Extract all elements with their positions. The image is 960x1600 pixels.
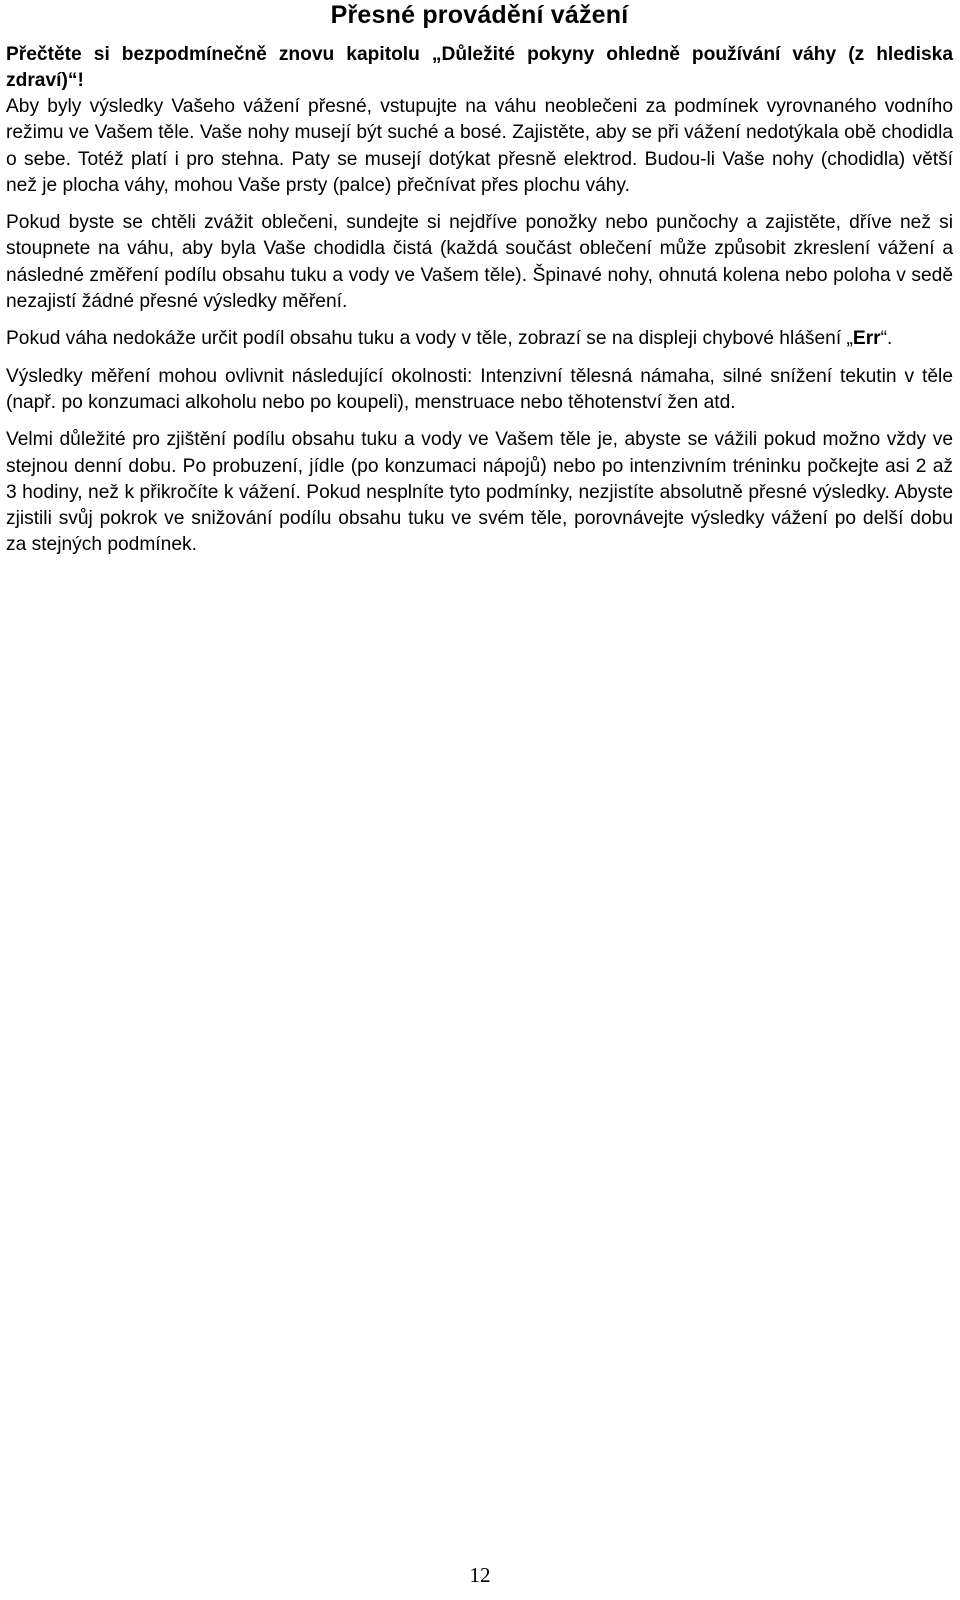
- paragraph-influencing-factors: Výsledky měření mohou ovlivnit následující okolnosti: Intenzivní tělesná námaha, silné snížení tekutin v těle (např. po konzumaci alkoholu nebo po koupeli), menstruace nebo těhotenství žen atd.: [6, 365, 953, 413]
- page-number: 12: [469, 1563, 491, 1587]
- error-text-before: Pokud váha nedokáže určit podíl obsahu tuku a vody v těle, zobrazí se na displeji chybové hlášení „: [6, 328, 853, 350]
- error-text-after: “.: [880, 328, 893, 350]
- paragraph-weighing-conditions: Aby byly výsledky Vašeho vážení přesné, vstupujte na váhu neoblečeni za podmínek vyrovnaného vodního režimu ve Vašem těle. Vaše nohy musejí být suché a bosé. Zajistěte, aby se při vážení nedotýkala obě chodidla o sebe. Totéž platí i pro stehna. Paty se musejí dotýkat přesně elektrod. Budou-li Vaše nohy (chodidla) větší než je plocha váhy, mohou Vaše prsty (palce) přečnívat přes plochu váhy.: [6, 96, 953, 196]
- paragraph-error-message: [6, 326, 953, 352]
- paragraph-timing-advice: Velmi důležité pro zjištění podílu obsahu tuku a vody ve Vašem těle je, abyste se vážili pokud možno vždy ve stejnou denní dobu. Po probuzení, jídle (po konzumaci nápojů) nebo po intenzivním tréninku počkejte asi 2 až 3 hodiny, než k přikročíte k vážení. Pokud nesplníte tyto podmínky, nezjistíte absolutně přesné výsledky. Abyste zjistili svůj pokrok ve snižování podílu obsahu tuku ve svém těle, porovnávejte výsledky vážení po delší dobu za stejných podmínek.: [6, 429, 953, 556]
- intro-notice: Přečtěte si bezpodmínečně znovu kapitolu „Důležité pokyny ohledně používání váhy (z hlediska zdraví)“!: [6, 44, 953, 91]
- page-title: Přesné provádění vážení: [330, 1, 629, 29]
- paragraph-clothed-weighing: Pokud byste se chtěli zvážit oblečeni, sundejte si nejdříve ponožky nebo punčochy a zajistěte, dříve než si stoupnete na váhu, aby byla Vaše chodidla čistá (každá součást oblečení může způsobit zkreslení vážení a následné změření podílu obsahu tuku a vody ve Vašem těle). Špinavé nohy, ohnutá kolena nebo poloha v sedě nezajistí žádné přesné výsledky měření.: [6, 212, 953, 313]
- error-code: Err: [852, 328, 881, 350]
